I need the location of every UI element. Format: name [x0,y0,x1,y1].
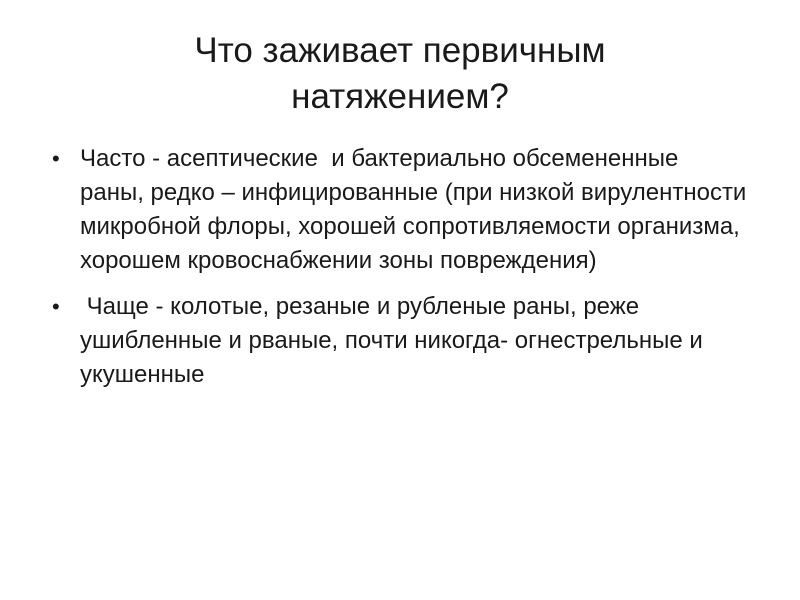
bullet-item-wound-types [48,290,748,392]
bullet-text: Чаще - колотые, резаные и рубленые раны, реже ушибленные и рваные, почти никогда- огнестрельные и укушенные [80,293,710,388]
bullet-icon: • [52,146,60,171]
slide-title-line-1: Что заживает первичным [194,31,606,70]
bullet-list [48,142,754,392]
slide-title [0,28,800,120]
slide-title-line-2: натяжением? [291,77,509,116]
bullet-text: Часто - асептические и бактериально обсемененные раны, редко – инфицированные (при низкой вирулентности микробной флоры, хорошей сопротивляемости организма, хорошем кровоснабжении зоны повреждения) [80,145,754,274]
bullet-icon: • [52,294,60,319]
bullet-item-primary-healing-wounds [48,142,754,278]
